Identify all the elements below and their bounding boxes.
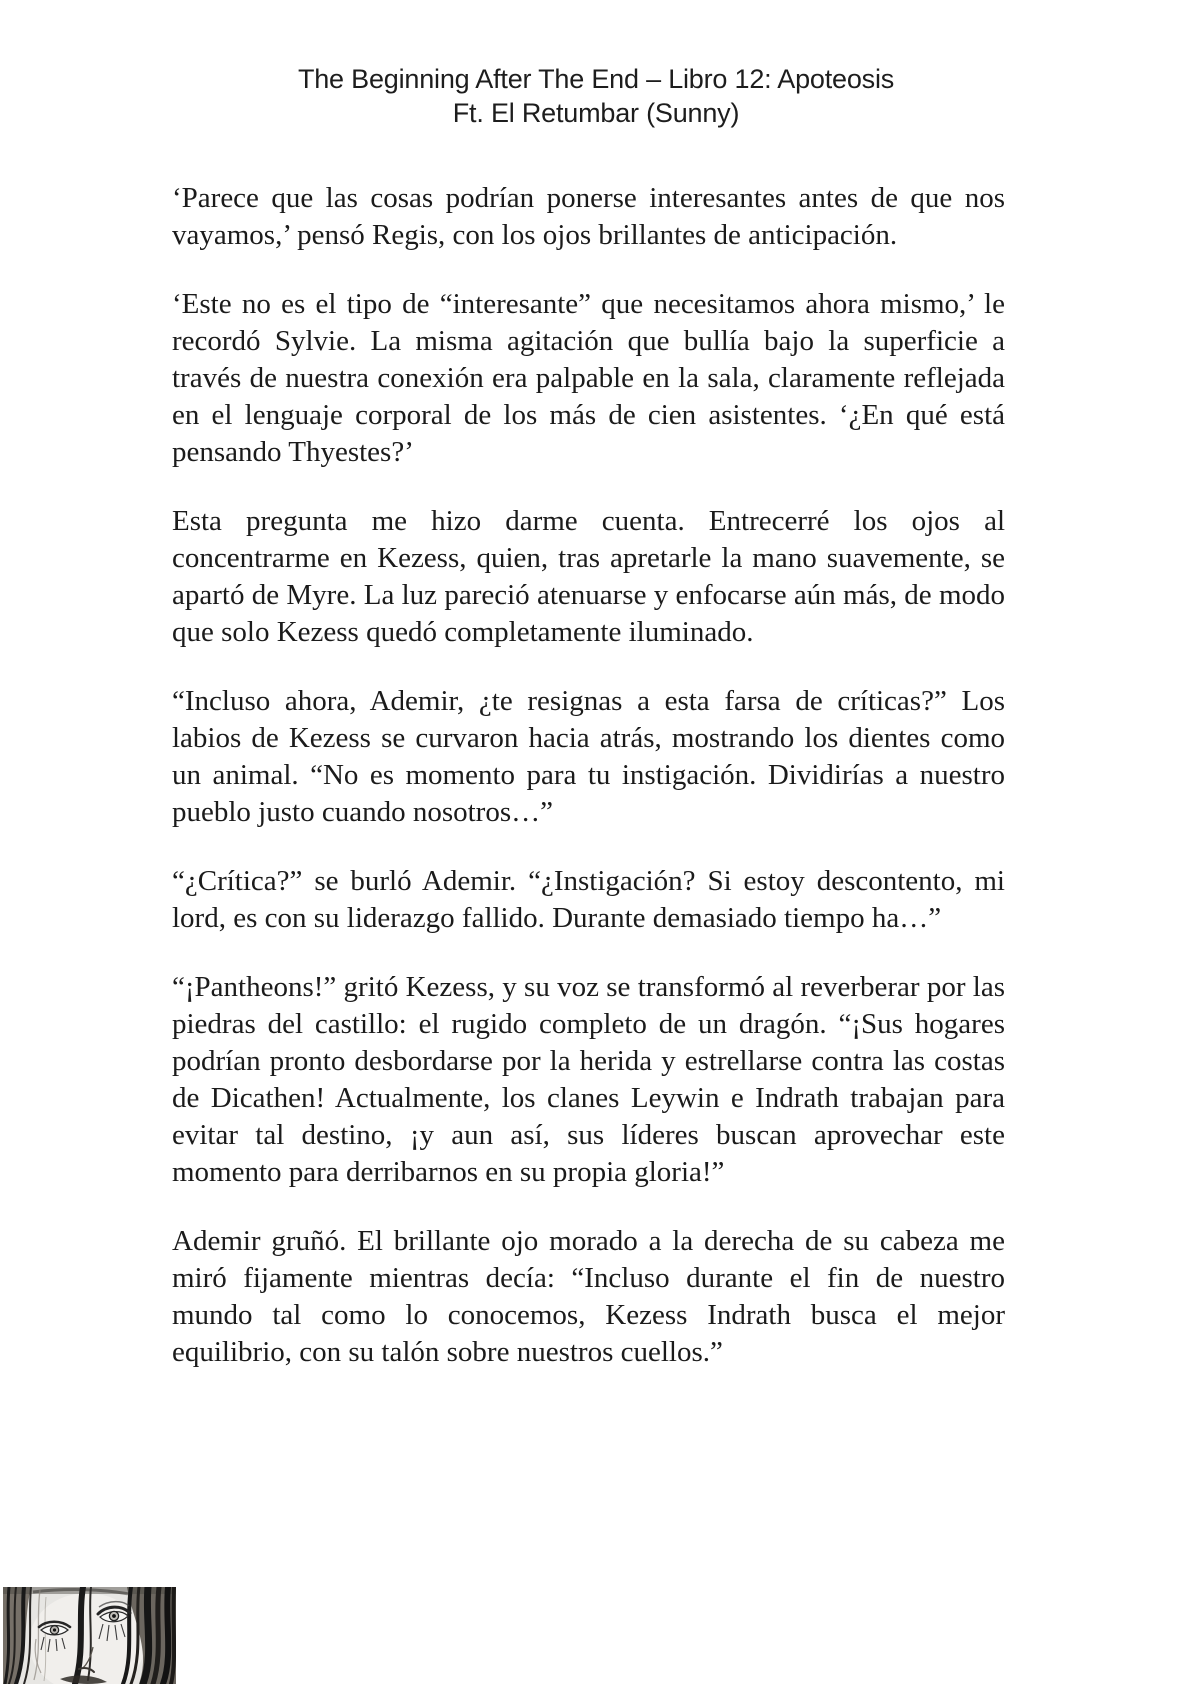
page-title: The Beginning After The End – Libro 12: Apoteosis	[297, 64, 895, 94]
paragraph: “Incluso ahora, Ademir, ¿te resignas a esta farsa de críticas?” Los labios de Kezess se curvaron hacia atrás, mostrando los dientes como un animal. “No es momento para tu instigación. Dividirías a nuestro pueblo justo cuando nosotros…”	[172, 685, 1005, 828]
manga-face-drawing	[3, 1587, 176, 1684]
paragraph: Ademir gruñó. El brillante ojo morado a la derecha de su cabeza me miró fijamente mientras decía: “Incluso durante el fin de nuestro mundo tal como lo conocemos, Kezess Indrath busca el mejor equilibrio, con su talón sobre nuestros cuellos.”	[172, 1225, 1005, 1368]
paragraph: “¡Pantheons!” gritó Kezess, y su voz se transformó al reverberar por las piedras del castillo: el rugido completo de un dragón. “¡Sus hogares podrían pronto desbordarse por la herida y estrellarse contra las costas de Dicathen! Actualmente, los clanes Leywin e Indrath trabajan para evitar tal destino, ¡y aun así, sus líderes buscan aprovechar este momento para derribarnos en su propia gloria!”	[172, 971, 1005, 1188]
document-body	[172, 180, 1005, 1371]
paragraph: ‘Este no es el tipo de “interesante” que necesitamos ahora mismo,’ le recordó Sylvie. La misma agitación que bullía bajo la superficie a través de nuestra conexión era palpable en la sala, claramente reflejada en el lenguaje corporal de los más de cien asistentes. ‘¿En qué está pensando Thyestes?’	[172, 288, 1005, 468]
paragraph: ‘Parece que las cosas podrían ponerse interesantes antes de que nos vayamos,’ pensó Regis, con los ojos brillantes de anticipación.	[172, 182, 1005, 251]
paragraph: Esta pregunta me hizo darme cuenta. Entrecerré los ojos al concentrarme en Kezess, quien, tras apretarle la mano suavemente, se apartó de Myre. La luz pareció atenuarse y enfocarse aún más, de modo que solo Kezess quedó completamente iluminado.	[172, 505, 1005, 648]
paragraph: “¿Crítica?” se burló Ademir. “¿Instigación? Si estoy descontento, mi lord, es con su liderazgo fallido. Durante demasiado tiempo ha…”	[172, 865, 1005, 934]
manga-face-illustration	[3, 1587, 176, 1684]
page-subtitle: Ft. El Retumbar (Sunny)	[452, 98, 740, 128]
document-header	[0, 0, 1192, 130]
